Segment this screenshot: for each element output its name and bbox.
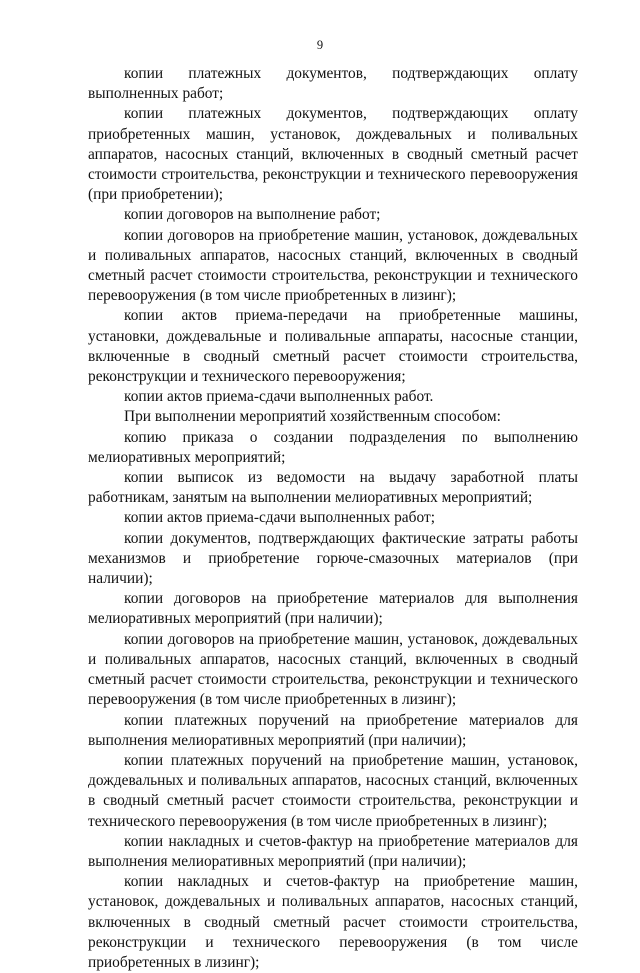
paragraph-machine-invoices: копии накладных и счетов-фактур на приобретение машин, установок, дождевальных и поливальных аппаратов, насосных станций, включенных в сводный сметный расчет стоимости строительства, реконструкции и технического перевооружения (в том числе приобретенных в лизинг);	[88, 873, 578, 971]
paragraph-cost-docs: копии документов, подтверждающих фактические затраты работы механизмов и приобретение горюче-смазочных материалов (при наличии);	[88, 529, 578, 588]
paragraph-payment-docs-works: копии платежных документов, подтверждающих оплату выполненных работ;	[88, 65, 578, 103]
paragraph-machine-contracts-in-house: копии договоров на приобретение машин, установок, дождевальных и поливальных аппаратов, насосных станций, включенных в сводный сметный расчет стоимости строительства, реконструкции и технического перевооружения (в том числе приобретенных в лизинг);	[88, 630, 578, 709]
paragraph-machine-payment-orders: копии платежных поручений на приобретение машин, установок, дождевальных и поливальных аппаратов, насосных станций, включенных в сводный сметный расчет стоимости строительства, реконструкции и технического перевооружения (в том числе приобретенных в лизинг);	[88, 751, 578, 830]
paragraph-in-house-heading: При выполнении мероприятий хозяйственным способом:	[124, 408, 501, 426]
paragraph-work-contracts: копии договоров на выполнение работ;	[124, 206, 381, 224]
paragraph-material-invoices: копии накладных и счетов-фактур на приобретение материалов для выполнения мелиоративных мероприятий (при наличии);	[88, 832, 578, 870]
paragraph-machine-contracts: копии договоров на приобретение машин, установок, дождевальных и поливальных аппаратов, насосных станций, включенных в сводный сметный расчет стоимости строительства, реконструкции и технического перевооружения (в том числе приобретенных в лизинг);	[88, 226, 578, 305]
paragraph-transfer-acts: копии актов приема-передачи на приобретенные машины, установки, дождевальные и поливальные аппараты, насосные станции, включенные в сводный сметный расчет стоимости строительства, реконструкции и технического перевооружения;	[88, 307, 578, 386]
paragraph-material-payment-orders: копии платежных поручений на приобретение материалов для выполнения мелиоративных мероприятий (при наличии);	[88, 711, 578, 749]
paragraph-material-contracts: копии договоров на приобретение материалов для выполнения мелиоративных мероприятий (при наличии);	[88, 590, 578, 628]
paragraph-acceptance-acts-in-house: копии актов приема-сдачи выполненных работ;	[124, 509, 435, 527]
page-number: 9	[316, 38, 324, 52]
document-body	[88, 64, 578, 973]
paragraph-payment-docs-machines: копии платежных документов, подтверждающих оплату приобретенных машин, установок, дождевальных и поливальных аппаратов, насосных станций, включенных в сводный сметный расчет стоимости строительства, реконструкции и технического перевооружения (при приобретении);	[88, 105, 578, 204]
paragraph-payroll-extracts: копии выписок из ведомости на выдачу заработной платы работникам, занятым на выполнении мелиоративных мероприятий;	[88, 469, 578, 507]
paragraph-acceptance-acts: копии актов приема-сдачи выполненных работ.	[124, 388, 434, 406]
paragraph-order-copy: копию приказа о создании подразделения по выполнению мелиоративных мероприятий;	[88, 428, 578, 466]
